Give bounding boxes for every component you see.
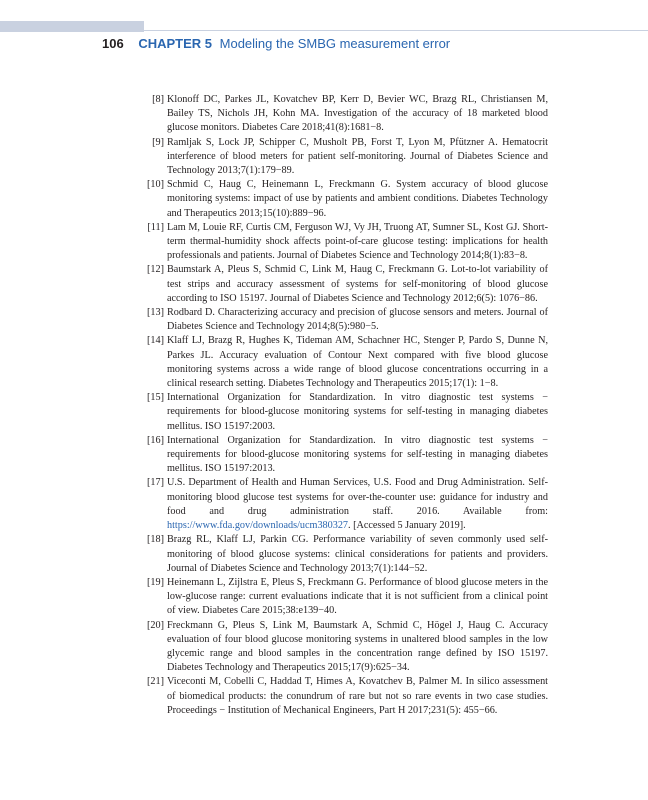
reference-text: Baumstark A, Pleus S, Schmid C, Link M, Haug C, Freckmann G. Lot-to-lot variability of test strips and accuracy assessment of systems for self-monitoring of blood glucose according to ISO 15197. Journal of Diabetes Science and Technology 2012;6(5): 1076−86. — [167, 264, 548, 304]
reference-number: [14] — [147, 335, 164, 347]
page-number: 106 — [102, 36, 124, 51]
reference-number: [16] — [147, 434, 164, 446]
reference-number: [12] — [147, 264, 164, 276]
reference-item — [142, 136, 548, 179]
reference-item — [142, 619, 548, 676]
reference-text: Brazg RL, Klaff LJ, Parkin CG. Performance variability of seven commonly used self-monitoring of blood glucose systems: clinical considerations for patients and providers. Journal of Diabetes Science and Technology 2013;7(1):144−52. — [167, 534, 548, 574]
reference-text: Freckmann G, Pleus S, Link M, Baumstark A, Schmid C, Högel J, Haug C. Accuracy evaluation of four blood glucose monitoring systems in unaltered blood samples in the low glycemic range and blood samples in the concentration range defined by ISO 15197. Diabetes Technology and Therapeutics 2015;17(9):625−34. — [167, 619, 548, 674]
chapter-title: Modeling the SMBG measurement error — [219, 36, 451, 51]
reference-text: Ramljak S, Lock JP, Schipper C, Musholt PB, Forst T, Lyon M, Pfützner A. Hematocrit interference of blood meters for patient self-monitoring. Journal of Diabetes Science and Technology 2013;7(1):179−89. — [167, 136, 548, 177]
chapter-label: CHAPTER 5 — [138, 36, 213, 51]
reference-number: [18] — [147, 534, 164, 546]
reference-number: [8] — [152, 94, 164, 105]
reference-item — [142, 221, 548, 264]
reference-item — [142, 576, 548, 619]
reference-number: [17] — [147, 477, 164, 489]
reference-number: [10] — [147, 179, 164, 191]
reference-item — [142, 263, 548, 306]
reference-text: U.S. Department of Health and Human Services, U.S. Food and Drug Administration. Self-monitoring blood glucose test systems for over-the-counter use: guidance for industry and food and drug administration staff. 2016. Available from: — [167, 477, 548, 517]
reference-item — [142, 434, 548, 477]
reference-text: Schmid C, Haug C, Heinemann L, Freckmann G. System accuracy of blood glucose monitoring systems: impact of use by patients and ambient conditions. Diabetes Technology and Therapeutics 2013;15(10):889−96. — [167, 179, 548, 219]
reference-text: International Organization for Standardization. In vitro diagnostic test systems − requirements for blood-glucose monitoring systems for self-testing in managing diabetes mellitus. ISO 15197:2003. — [167, 392, 548, 432]
reference-text: Heinemann L, Zijlstra E, Pleus S, Freckmann G. Performance of blood glucose meters in the low-glucose range: current evaluations indicate that it is not sufficient from a clinical point of view. Diabetes Care 2015;38:e139−40. — [167, 576, 548, 617]
reference-text: International Organization for Standardization. In vitro diagnostic test systems − requirements for blood-glucose monitoring systems for self-testing in managing diabetes mellitus. ISO 15197:2013. — [167, 434, 548, 475]
reference-item — [142, 306, 548, 334]
reference-number: [13] — [147, 307, 164, 319]
reference-item — [142, 675, 548, 718]
reference-number: [9] — [152, 136, 164, 148]
reference-item — [142, 391, 548, 434]
reference-text: Viceconti M, Cobelli C, Haddad T, Himes A, Kovatchev B, Palmer M. In silico assessment of biomedical products: the conundrum of rare but not so rare events in two case studies. Proceedings − Institution of Mechanical Engineers, Part H 2017;231(5): 455−66. — [167, 676, 548, 716]
reference-number: [20] — [147, 619, 164, 631]
reference-number: [21] — [147, 676, 164, 688]
reference-text: Rodbard D. Characterizing accuracy and precision of glucose sensors and meters. Journal of Diabetes Science and Technology 2014;8(5):980−5. — [167, 307, 548, 333]
reference-item — [142, 533, 548, 576]
fda-guidance-link[interactable]: https://www.fda.gov/downloads/ucm380327 — [167, 520, 349, 532]
running-header — [102, 35, 450, 53]
header-color-bar — [0, 21, 144, 32]
reference-item — [142, 334, 548, 391]
reference-text: Lam M, Louie RF, Curtis CM, Ferguson WJ, Vy JH, Truong AT, Sumner SL, Kost GJ. Short-term thermal-humidity shock affects point-of-care glucose testing: implications for health professionals and patients. Journal of Diabetes Science and Technology 2014;8(1):83−8. — [167, 221, 548, 262]
reference-number: [15] — [147, 392, 164, 404]
reference-number: [11] — [147, 221, 164, 233]
reference-item — [142, 93, 548, 136]
header-rule — [144, 30, 648, 31]
reference-text: Klonoff DC, Parkes JL, Kovatchev BP, Kerr D, Bevier WC, Brazg RL, Christiansen M, Bailey TS, Nichols JH, Kohn MA. Investigation of the accuracy of 18 marketed blood glucose monitors. Diabetes Care 2018;41(8):1681−8. — [167, 94, 548, 134]
reference-item — [142, 178, 548, 221]
reference-number: [19] — [147, 576, 164, 588]
reference-item — [142, 476, 548, 533]
reference-list — [142, 93, 548, 718]
reference-text-after: . [Accessed 5 January 2019]. — [348, 520, 466, 532]
reference-text: Klaff LJ, Brazg R, Hughes K, Tideman AM, Schachner HC, Stenger P, Pardo S, Dunne N, Parkes JL. Accuracy evaluation of Contour Next compared with five blood glucose monitoring systems across a wide range of blood glucose concentrations occurring in a clinical research setting. Diabetes Technology and Therapeutics 2015;17(1): 1−8. — [167, 335, 548, 390]
